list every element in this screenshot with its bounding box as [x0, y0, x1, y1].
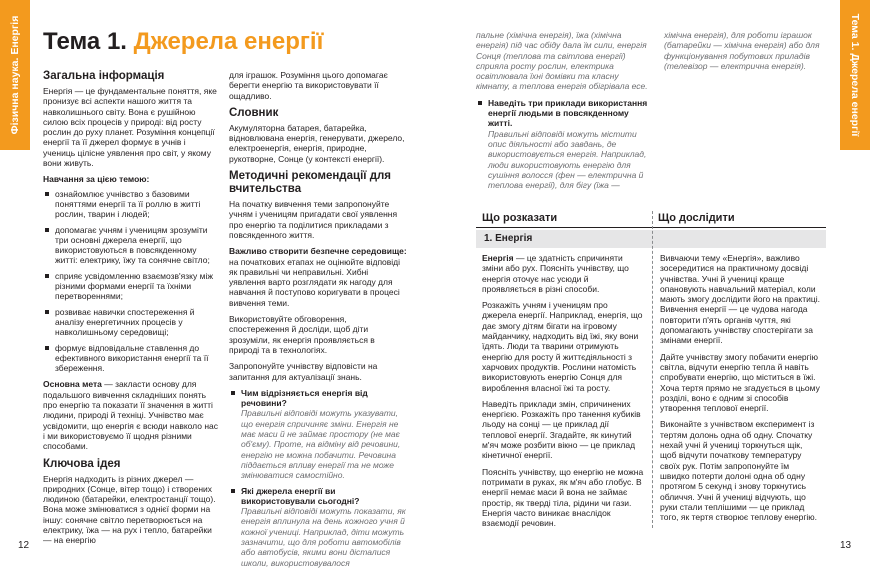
answer-text: пальне (хімічна енергія), їжа (хімічна енергія) під час обіду дала їм сили, енергія Сонця (теплова та світлова енергії) сприяла росту рослин, електрика освітлювала їхні домівки та класну кімнату, а теплова енергія обігрівала есе.	[476, 30, 648, 92]
answer-text: Правильні відповіді можуть містити опис діяльності або завдань, де використовується енергія. Наприклад, люди використовують енергію для сушіння волосся (фен — електрична й теплова енергії), для бігу (їжа —	[488, 128, 647, 191]
side-tab-right-label: Тема 1. Джерела енергії	[849, 13, 861, 137]
main-goal-bold: Основна мета	[43, 379, 102, 390]
answer-text: хімічна енергія), для роботи іграшок (батарейки — хімічна енергія) або для функціонування побутових приладів (телевізор — електрична енергія).	[664, 30, 820, 71]
questions-intro: Запропонуйте учнівству відповісти на запитання для актуалізації знань.	[229, 361, 378, 382]
tell-term: Енергія	[482, 253, 514, 263]
explore-paragraph: Вивчаючи тему «Енергія», важливо зосередитися на практичному досвіді учнівства. Учні й учениці краще опановують навчальний матеріал, коли мають змогу дослідити його на практиці. Вивчення енергії — це чудова нагода повторити п'ять органів чуття, які допомагають учнівству спостерігати за змінами енергії.	[660, 253, 821, 346]
question-text: Чим відрізняється енергія від речовини?	[241, 387, 368, 409]
questions-list-2	[476, 98, 648, 191]
table-section-title: 1. Енергія	[484, 233, 533, 244]
general-heading: Загальна інформація	[43, 70, 165, 82]
question-text: Які джерела енергії ви використовували сьогодні?	[241, 485, 360, 506]
side-tab-left	[0, 0, 30, 150]
question-text: Наведіть три приклади використання енергії людьми в повсякденному житті.	[488, 97, 648, 129]
title-prefix: Тема 1.	[43, 28, 127, 55]
explore-paragraph: Дайте учнівству змогу побачити енергію світла, відчути енергію тепла й навіть спробувати енергію, що міститься в їжі. Хоча тертя прямо не згадується в цьому розділі, воно є одним зі способів утворення теплової енергії.	[660, 351, 820, 414]
safe-environment	[229, 246, 407, 308]
list-item	[488, 98, 648, 191]
column-3	[476, 30, 648, 196]
page-title	[43, 28, 323, 56]
page-number-left: 12	[18, 540, 30, 551]
glossary-text: Акумуляторна батарея, батарейка, відновлювана енергія, генерувати, джерело, електроенергія, енергія, природне, рукотворне, Сонце (у контексті енергії).	[229, 122, 405, 164]
table-header-tell: Що розказати	[482, 212, 558, 224]
table-section-row	[476, 230, 826, 248]
glossary-heading: Словник	[229, 106, 279, 119]
tell-paragraph: Наведіть приклади змін, спричинених енергією. Розкажіть про танення кубиків льоду на сонці — це приклад дії теплової енергії. Згадайте, як кинутий м'яч може розбити вікно — це приклад кінетичної енергії.	[482, 398, 641, 461]
table-cell-tell	[482, 253, 644, 534]
list-item: допомагає учням і ученицям зрозуміти три основні джерела енергії, що використовуються в повсякденному житті: електрику, їжу та сонячне світло;	[55, 225, 218, 266]
goals-list	[43, 189, 218, 374]
side-tab-right	[840, 0, 870, 150]
teaching-table	[476, 211, 826, 528]
list-item: формує відповідальне ставлення до ефективного використання енергії та її збереження.	[55, 343, 218, 374]
main-goal-text: — закласти основу для подальшого вивчення складніших понять про енергію та показати її значення в житті людини, природі й техніці. Учнівство має усвідомити, що енергія є всюди навколо нас і ми використовуємо її щодня різними способами.	[43, 379, 219, 452]
tell-definition: — це здатність спричиняти зміни або рух. Поясніть учнівству, що енергія оточує нас усюди й проявляється в різні способи.	[482, 253, 629, 294]
list-item: розвиває навички спостереження й аналізу енергетичних процесів у навколишньому середовищі;	[55, 307, 218, 338]
column-4	[664, 30, 824, 77]
tell-paragraph: Поясніть учнівству, що енергію не можна потримати в руках, як м'яч або глобус. В енергії немає маси й вона не займає простір, як тверді тіла, рідини чи гази. Енергія часто виникає внаслідок взаємодії речовин.	[482, 466, 644, 529]
side-tab-left-label: Фізична наука. Енергія	[9, 15, 21, 135]
tell-paragraph: Розкажіть учням і ученицям про джерела енергії. Наприклад, енергія, що дає змогу дітям бігати на ігровому майданчику, надходить від їжі, яку вони їдять. Люди та тварини отримують енергію для росту й життєдіяльності з харчових продуктів. Рослини натомість використовують енергію Сонця для вироблення власної їжі та росту.	[482, 300, 643, 393]
answer-text: Правильні відповіді можуть показати, як енергія вплинула на день кожного учня й кожної учениці. Наприклад, діти можуть зазначити, що для роботи автомобілів або автобусів, якими вони дісталися школи, використовувалося	[241, 506, 406, 568]
observe-text: Використовуйте обговорення, спостереження й досліди, щоб діти зрозуміли, як енергія проявляється в природі та в технологіях.	[229, 314, 375, 355]
table-column-divider	[652, 211, 653, 528]
general-text: Енергія — це фундаментальне поняття, яке пронизує всі аспекти нашого життя та навколишнього світу. Вона є рушійною силою всіх процесів у природі: від росту рослин до руху планет. Розуміння концепції енергії та її джерел формує в учнів і учениць цілісне уявлення про світ, у якому вони живуть.	[43, 86, 217, 169]
methods-heading: Методичні рекомендації для вчительства	[229, 170, 392, 196]
column-1	[43, 70, 218, 552]
list-item: ознайомлює учнівство з базовими поняттями енергії та її роллю в житті рослин, тварин і людей;	[55, 189, 218, 220]
key-idea-text: Енергія надходить із різних джерел — природних (Сонце, вітер тощо) і створених людиною (батарейки, електростанції тощо). Вона може змінюватися з однієї форми на іншу: сонячне світло перетворюється на електрику, їжа — на рух і тепло, батарейки — на енергію	[43, 473, 216, 546]
list-item	[241, 388, 407, 481]
list-item: сприяє усвідомленню взаємозв'язку між різними формами енергії та їхніми перетвореннями;	[55, 271, 218, 302]
answer-text: Правильні відповіді можуть указувати, що енергія спричиняє зміни. Енергія не має маси й не займає простору (не має об'єму). Проте, на відміну від речовини, енергію не можна побачити. Речовина піддається впливу енергії та не може змінюватися самостійно.	[241, 408, 401, 481]
table-header-explore: Що дослідити	[658, 212, 735, 224]
safe-environment-text: на початкових етапах не оцінюйте відповіді як правильні чи неправильні. Хибні уявлення варто розглядати як нагоду для навчання й поступово коригувати в процесі вивчення теми.	[229, 256, 401, 308]
column-2	[229, 70, 407, 574]
page-number-right: 13	[840, 540, 852, 551]
explore-paragraph: Виконайте з учнівством експеримент із тертям долонь одна об одну. Спочатку нехай учні й учениці торкнуться щік, щоб відчути початкову температуру своїх рук. Потім запропонуйте їм швидко потерти долоні одна об одну протягом 5 секунд і знову торкнутись обличчя. Учні й учениці відчують, що руки стали теплішими — це приклад того, як тертя створює теплову енергію.	[660, 419, 818, 523]
key-idea-continuation: для іграшок. Розуміння цього допомагає берегти енергію та використовувати її ощадливо.	[229, 70, 388, 101]
tell-paragraph	[482, 253, 644, 294]
questions-list	[229, 388, 407, 568]
main-goal	[43, 379, 218, 451]
safe-environment-bold: Важливо створити безпечне середовище:	[229, 246, 407, 257]
title-accent: Джерела енергії	[133, 28, 324, 55]
key-idea-heading: Ключова ідея	[43, 457, 121, 470]
methods-text: На початку вивчення теми запропонуйте учням і ученицям пригадати свої уявлення про енергію та поділитися прикладами з повсякденного життя.	[229, 199, 398, 240]
goals-label: Навчання за цією темою:	[43, 174, 150, 185]
table-cell-explore	[660, 253, 820, 528]
table-divider	[476, 227, 826, 228]
